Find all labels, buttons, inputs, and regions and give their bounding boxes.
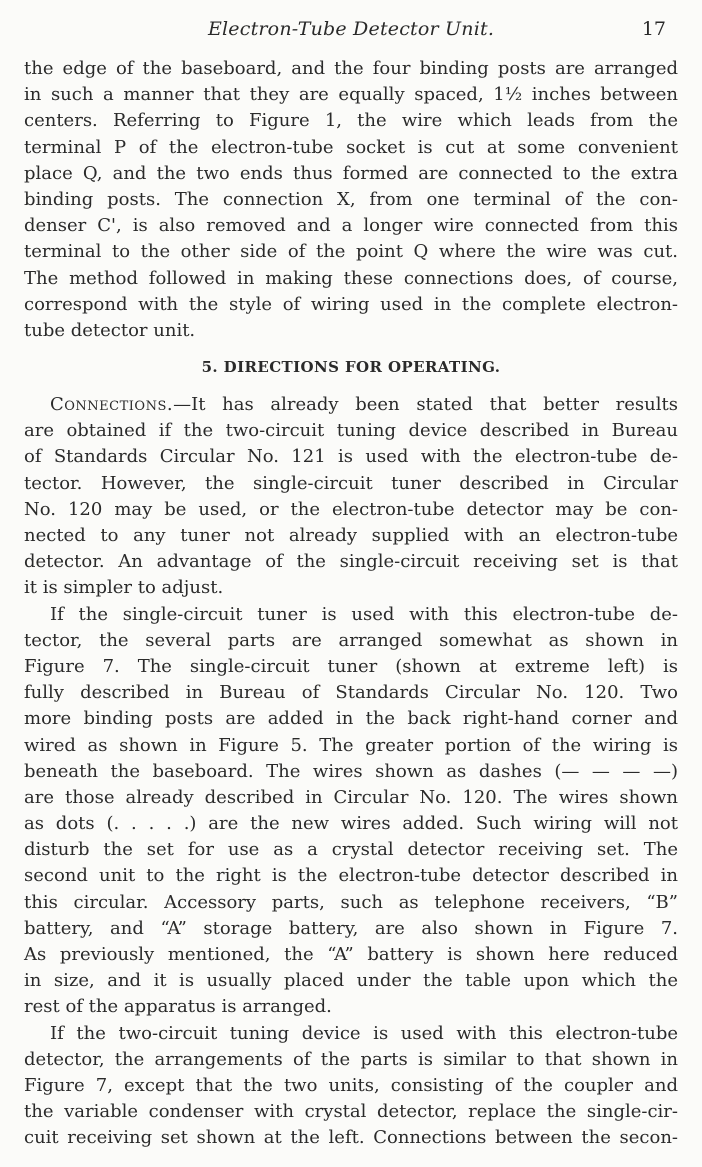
text-line: If the single-circuit tuner is used with this electron-tube de- [50,603,678,625]
section-heading: 5. DIRECTIONS FOR OPERATING. [201,358,501,377]
text-run: —It has already been stated that better results [173,394,678,416]
text-line: second unit to the right is the electron-tube detector described in [24,865,678,887]
text-line: beneath the baseboard. The wires shown as dashes (— — — —) [24,760,678,782]
text-line: tector. However, the single-circuit tuner described in Circular [24,472,678,494]
text-line: If the two-circuit tuning device is used with this electron-tube [50,1022,678,1044]
text-line: in such a manner that they are equally spaced, 1½ inches between [24,84,678,106]
text-line: rest of the apparatus is arranged. [24,996,332,1018]
text-line: The method followed in making these connections does, of course, [24,267,678,289]
text-line: No. 120 may be used, or the electron-tube detector may be con- [24,498,678,520]
text-line: this circular. Accessory parts, such as telephone receivers, “B” [24,891,678,913]
text-line: in size, and it is usually placed under the table upon which the [24,970,678,992]
body-text [24,56,678,1152]
text-line: of Standards Circular No. 121 is used with the electron-tube de- [24,446,678,468]
text-line: as dots (. . . . .) are the new wires added. Such wiring will not [24,813,678,835]
text-line: more binding posts are added in the back right-hand corner and [24,708,678,730]
text-line: fully described in Bureau of Standards Circular No. 120. Two [24,682,678,704]
run-in-heading: Connections. [50,394,174,416]
text-line: Figure 7, except that the two units, consisting of the coupler and [24,1074,678,1096]
paragraph-3 [24,602,678,1021]
text-line: nected to any tuner not already supplied with an electron-tube [24,525,678,546]
text-line: correspond with the style of wiring used in the complete electron- [24,293,678,315]
text-line: centers. Referring to Figure 1, the wire which leads from the [24,110,678,132]
text-line: are obtained if the two-circuit tuning device described in Bureau [24,420,678,442]
text-line: the edge of the baseboard, and the four binding posts are arranged [24,58,678,79]
running-title: Electron-Tube Detector Unit. [207,18,495,40]
text-line: wired as shown in Figure 5. The greater portion of the wiring is [24,734,678,756]
text-line: are those already described in Circular No. 120. The wires shown [24,786,678,808]
text-line: cuit receiving set shown at the left. Connections between the secon- [24,1127,678,1149]
text-line: detector. An advantage of the single-circuit receiving set is that [24,551,678,573]
text-line: tector, the several parts are arranged somewhat as shown in [24,629,678,651]
text-line: disturb the set for use as a crystal detector receiving set. The [24,839,678,861]
text-line: detector, the arrangements of the parts is similar to that shown in [24,1048,678,1070]
text-line: it is simpler to adjust. [24,577,224,599]
paragraph-1 [24,56,678,344]
page-number: 17 [641,18,666,40]
text-line: terminal P of the electron-tube socket is cut at some convenient [24,136,678,158]
paragraph-2 [24,392,678,602]
text-line: denser C', is also removed and a longer wire connected from this [24,215,678,237]
text-line: the variable condenser with crystal detector, replace the single-cir- [24,1101,678,1123]
text-line: terminal to the other side of the point Q where the wire was cut. [24,241,678,263]
running-head [0,18,702,48]
text-line: place Q, and the two ends thus formed are connected to the extra [24,162,678,184]
text-line: As previously mentioned, the “A” battery is shown here reduced [24,944,678,965]
text-line [24,392,678,418]
text-line: battery, and “A” storage battery, are also shown in Figure 7. [24,917,678,939]
paragraph-4 [24,1021,678,1152]
text-line: Figure 7. The single-circuit tuner (shown at extreme left) is [24,655,678,677]
text-line: tube detector unit. [24,319,196,341]
text-line: binding posts. The connection X, from one terminal of the con- [24,188,678,210]
